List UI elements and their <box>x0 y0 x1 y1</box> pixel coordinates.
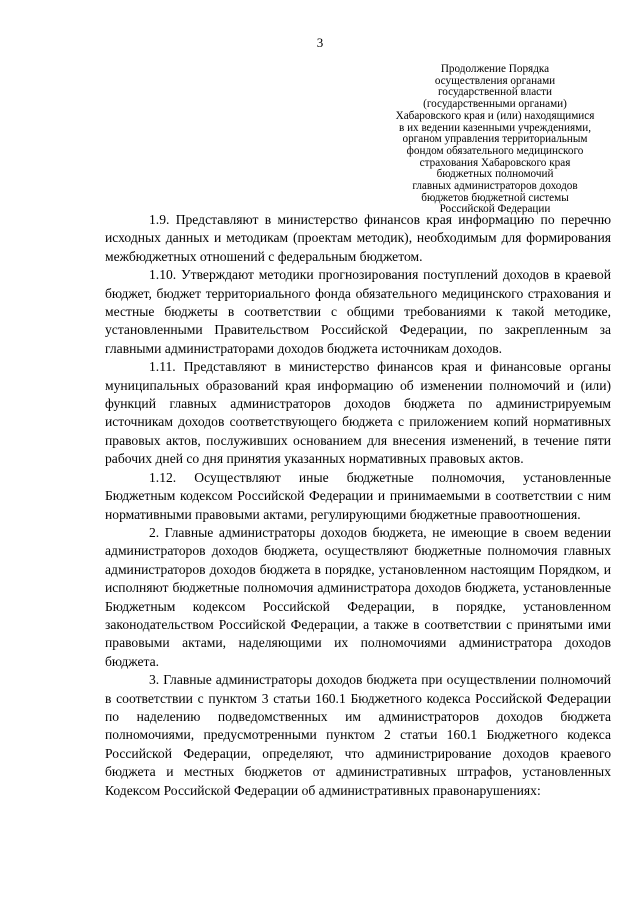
paragraph-3: 3. Главные администраторы доходов бюджета при осуществлении полномочий в соответствии с пунктом 3 статьи 160.1 Бюджетного кодекса Российской Федерации по наделению подведомственных им администраторов доходов бюджета полномочиями, предусмотренными пунктом 2 статьи 160.1 Бюджетного кодекса Российской Федерации, определяют, что администрирование доходов краевого бюджета и местных бюджетов от административных штрафов, установленных Кодексом Российской Федерации об административных правонарушениях: <box>105 672 611 798</box>
header-line: Российской Федерации <box>439 203 551 216</box>
page-number: 3 <box>316 35 324 50</box>
header-line: фондом обязательного медицинского <box>406 144 584 157</box>
document-body <box>105 211 611 800</box>
paragraph-1-9: 1.9. Представляют в министерство финансов края информацию по перечню исходных данных и методикам (проектам методик), необходимым для формирования межбюджетных отношений с федеральным бюджетом. <box>105 212 611 264</box>
header-line: органом управления территориальным <box>402 133 588 146</box>
header-line: Хабаровского края и (или) находящимися <box>395 109 595 122</box>
paragraph-2: 2. Главные администраторы доходов бюджета, не имеющие в своем ведении администраторов доходов бюджета, осуществляют бюджетные полномочия главных администраторов доходов бюджета в порядке, установленном настоящим Порядком, и исполняют бюджетные полномочия администратора доходов бюджета, установленные Бюджетным кодексом Российской Федерации, в порядке, установленном законодательством Российской Федерации, а также в соответствии с принятыми ими правовыми актами, наделяющими их полномочиями администратора доходов бюджета. <box>105 524 611 669</box>
paragraph-1-10: 1.10. Утверждают методики прогнозирования поступлений доходов в краевой бюджет, бюджет территориального фонда обязательного медицинского страхования и местные бюджеты в соответствии с общими требованиями к такой методике, установленными Правительством Российской Федерации, по закрепленным за главными администраторами доходов бюджета источникам доходов. <box>105 267 611 356</box>
header-line: бюджетов бюджетной системы <box>421 191 569 204</box>
paragraph-1-11: 1.11. Представляют в министерство финансов края и финансовые органы муниципальных образований края информацию об изменении полномочий и (или) функций главных администраторов доходов бюджета по администрируемым источникам доходов соответствующего бюджета с приложением копий нормативных правовых актов, послуживших основанием для внесения изменений, в течение пяти рабочих дней со дня принятия указанных нормативных правовых актов. <box>105 359 611 467</box>
document-header-attribution <box>386 64 604 216</box>
header-line: в их ведении казенными учреждениями, <box>398 121 592 134</box>
header-line: главных администраторов доходов <box>412 180 578 193</box>
header-line: бюджетных полномочий <box>436 168 554 181</box>
header-line: осуществления органами <box>434 74 556 87</box>
header-line: (государственными органами) <box>423 98 567 111</box>
header-line: государственной власти <box>437 86 553 99</box>
paragraph-1-12: 1.12. Осуществляют иные бюджетные полномочия, установленные Бюджетным кодексом Российской Федерации и принимаемыми в соответствии с ним нормативными правовыми актами, регулирующими бюджетные правоотношения. <box>105 469 611 522</box>
header-line: Продолжение Порядка <box>440 63 550 75</box>
header-line: страхования Хабаровского края <box>419 156 571 169</box>
